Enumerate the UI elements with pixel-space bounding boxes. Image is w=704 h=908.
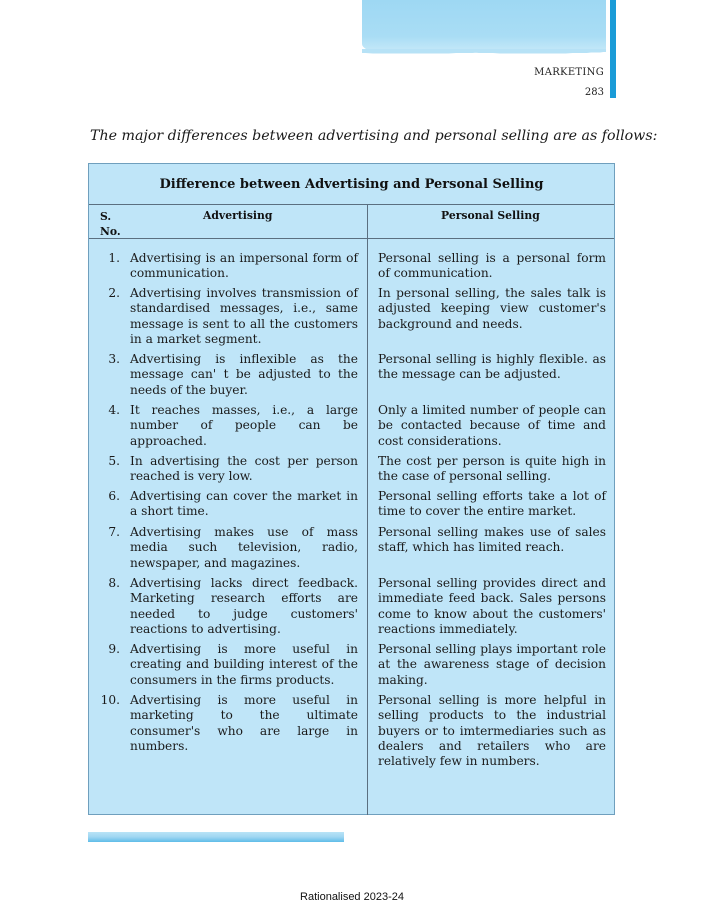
personal-selling-cell: The cost per person is quite high in the case of personal selling. <box>378 454 606 484</box>
advertising-cell: It reaches masses, i.e., a large number of people can be approached. <box>130 403 358 448</box>
column-divider <box>367 204 368 815</box>
advertising-cell: Advertising is more useful in marketing to the ultimate consumer's who are large in numbers. <box>130 693 358 753</box>
row-number: 9. <box>108 642 120 656</box>
advertising-cell: In advertising the cost per person reached is very low. <box>130 454 358 484</box>
row-number: 3. <box>108 352 120 366</box>
intro-sentence: The major differences between advertising and personal selling are as follows: <box>90 128 658 144</box>
advertising-cell: Advertising can cover the market in a short time. <box>130 489 358 519</box>
row-number: 2. <box>108 286 120 300</box>
personal-selling-cell: Personal selling is highly flexible. as the message can be adjusted. <box>378 352 606 382</box>
row-number: 7. <box>108 525 120 539</box>
row-number: 6. <box>108 489 120 503</box>
running-head: MARKETING <box>534 67 604 78</box>
page-number: 283 <box>584 87 604 98</box>
header-decoration <box>362 0 606 52</box>
footer-text: Rationalised 2023-24 <box>300 891 404 903</box>
page-edge-bar <box>610 0 616 98</box>
advertising-cell: Advertising involves transmission of standardised messages, i.e., same message is sent to all the customers in a market segment. <box>130 286 358 346</box>
personal-selling-cell: Personal selling is a personal form of communication. <box>378 251 606 281</box>
personal-selling-cell: Personal selling is more helpful in selling products to the industrial buyers or to imtermediaries such as dealers and retailers who are relatively few in numbers. <box>378 693 606 769</box>
advertising-cell: Advertising makes use of mass media such television, radio, newspaper, and magazines. <box>130 525 358 570</box>
row-number: 5. <box>108 454 120 468</box>
personal-selling-cell: Only a limited number of people can be contacted because of time and cost considerations. <box>378 403 606 448</box>
row-number: 1. <box>108 251 120 265</box>
header-divider <box>89 238 614 239</box>
personal-selling-cell: Personal selling plays important role at the awareness stage of decision making. <box>378 642 606 687</box>
table-title: Difference between Advertising and Personal Selling <box>159 177 544 192</box>
personal-selling-cell: Personal selling efforts take a lot of time to cover the entire market. <box>378 489 606 519</box>
personal-selling-cell: Personal selling makes use of sales staff, which has limited reach. <box>378 525 606 555</box>
row-number: 4. <box>108 403 120 417</box>
title-divider <box>89 204 614 205</box>
comparison-table <box>88 163 615 815</box>
advertising-cell: Advertising lacks direct feedback. Marketing research efforts are needed to judge customers' reactions to advertising. <box>130 576 358 636</box>
advertising-cell: Advertising is an impersonal form of communication. <box>130 251 358 281</box>
column-header-advertising: Advertising <box>203 209 273 222</box>
row-number: 10. <box>100 693 120 707</box>
row-number: 8. <box>108 576 120 590</box>
personal-selling-cell: Personal selling provides direct and immediate feed back. Sales persons come to know about the customers' reactions immediately. <box>378 576 606 636</box>
advertising-cell: Advertising is inflexible as the message can' t be adjusted to the needs of the buyer. <box>130 352 358 397</box>
advertising-cell: Advertising is more useful in creating and building interest of the consumers in the firms products. <box>130 642 358 687</box>
column-header-sno: S. No. <box>100 210 121 238</box>
column-header-personal-selling: Personal Selling <box>441 209 540 222</box>
footer-decoration <box>88 832 344 842</box>
personal-selling-cell: In personal selling, the sales talk is adjusted keeping view customer's background and needs. <box>378 286 606 331</box>
